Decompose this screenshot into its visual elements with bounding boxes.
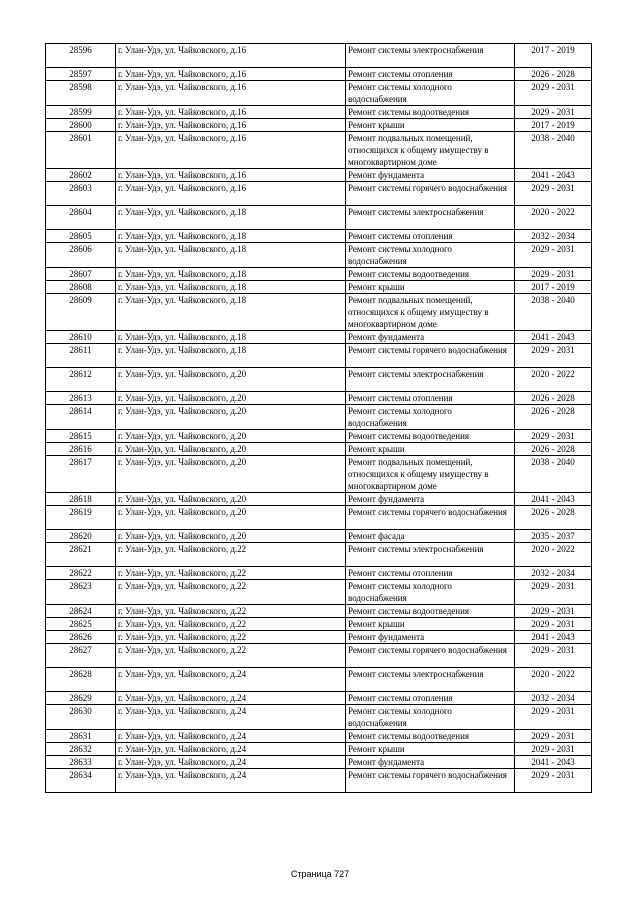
table-row (46, 692, 592, 705)
cell-number: 28600 (46, 119, 116, 132)
table-row (46, 268, 592, 281)
cell-number: 28619 (46, 506, 116, 530)
table-row (46, 119, 592, 132)
cell-address: г. Улан-Удэ, ул. Чайковского, д.24 (116, 743, 346, 756)
cell-address: г. Улан-Удэ, ул. Чайковского, д.24 (116, 705, 346, 730)
cell-work-type: Ремонт фундамента (346, 331, 515, 344)
table-row (46, 281, 592, 294)
cell-number: 28601 (46, 132, 116, 169)
cell-years: 2026 - 2028 (515, 68, 592, 81)
cell-work-type: Ремонт системы холодного водоснабжения (346, 81, 515, 106)
cell-work-type: Ремонт подвальных помещений, относящихся к общему имуществу в многоквартирном доме (346, 132, 515, 169)
cell-years: 2029 - 2031 (515, 618, 592, 631)
cell-number: 28627 (46, 644, 116, 668)
table-row (46, 68, 592, 81)
cell-work-type: Ремонт системы отопления (346, 692, 515, 705)
cell-address: г. Улан-Удэ, ул. Чайковского, д.20 (116, 506, 346, 530)
cell-number: 28604 (46, 206, 116, 230)
cell-years: 2038 - 2040 (515, 294, 592, 331)
cell-address: г. Улан-Удэ, ул. Чайковского, д.20 (116, 392, 346, 405)
cell-years: 2041 - 2043 (515, 169, 592, 182)
cell-number: 28616 (46, 443, 116, 456)
cell-number: 28602 (46, 169, 116, 182)
cell-work-type: Ремонт системы водоотведения (346, 605, 515, 618)
cell-address: г. Улан-Удэ, ул. Чайковского, д.16 (116, 68, 346, 81)
cell-address: г. Улан-Удэ, ул. Чайковского, д.16 (116, 132, 346, 169)
cell-address: г. Улан-Удэ, ул. Чайковского, д.20 (116, 368, 346, 392)
cell-number: 28610 (46, 331, 116, 344)
cell-years: 2038 - 2040 (515, 456, 592, 493)
cell-number: 28621 (46, 543, 116, 567)
cell-work-type: Ремонт системы электроснабжения (346, 206, 515, 230)
repair-schedule-table (45, 43, 592, 793)
cell-years: 2041 - 2043 (515, 756, 592, 769)
cell-number: 28599 (46, 106, 116, 119)
cell-work-type: Ремонт фундамента (346, 631, 515, 644)
cell-number: 28629 (46, 692, 116, 705)
table-row (46, 618, 592, 631)
table-row (46, 580, 592, 605)
cell-work-type: Ремонт системы холодного водоснабжения (346, 580, 515, 605)
cell-years: 2029 - 2031 (515, 243, 592, 268)
cell-address: г. Улан-Удэ, ул. Чайковского, д.18 (116, 331, 346, 344)
table-row (46, 730, 592, 743)
cell-years: 2017 - 2019 (515, 44, 592, 68)
table-row (46, 44, 592, 68)
cell-years: 2029 - 2031 (515, 605, 592, 618)
cell-number: 28626 (46, 631, 116, 644)
cell-number: 28622 (46, 567, 116, 580)
cell-years: 2035 - 2037 (515, 530, 592, 543)
page-number: Страница 727 (290, 869, 350, 879)
cell-work-type: Ремонт крыши (346, 443, 515, 456)
cell-work-type: Ремонт системы электроснабжения (346, 44, 515, 68)
cell-years: 2017 - 2019 (515, 119, 592, 132)
cell-number: 28631 (46, 730, 116, 743)
cell-number: 28623 (46, 580, 116, 605)
cell-address: г. Улан-Удэ, ул. Чайковского, д.22 (116, 567, 346, 580)
table-body (46, 44, 592, 793)
cell-address: г. Улан-Удэ, ул. Чайковского, д.16 (116, 81, 346, 106)
cell-years: 2041 - 2043 (515, 331, 592, 344)
cell-number: 28598 (46, 81, 116, 106)
cell-work-type: Ремонт фундамента (346, 169, 515, 182)
table-row (46, 169, 592, 182)
cell-work-type: Ремонт системы холодного водоснабжения (346, 405, 515, 430)
cell-address: г. Улан-Удэ, ул. Чайковского, д.24 (116, 730, 346, 743)
table-row (46, 530, 592, 543)
cell-work-type: Ремонт подвальных помещений, относящихся к общему имуществу в многоквартирном доме (346, 456, 515, 493)
cell-work-type: Ремонт системы холодного водоснабжения (346, 243, 515, 268)
cell-number: 28597 (46, 68, 116, 81)
cell-work-type: Ремонт крыши (346, 281, 515, 294)
cell-work-type: Ремонт системы горячего водоснабжения (346, 644, 515, 668)
cell-years: 2032 - 2034 (515, 230, 592, 243)
cell-work-type: Ремонт системы горячего водоснабжения (346, 769, 515, 793)
cell-work-type: Ремонт системы отопления (346, 392, 515, 405)
cell-years: 2029 - 2031 (515, 182, 592, 206)
cell-work-type: Ремонт крыши (346, 743, 515, 756)
cell-number: 28624 (46, 605, 116, 618)
cell-number: 28628 (46, 668, 116, 692)
cell-number: 28606 (46, 243, 116, 268)
cell-work-type: Ремонт системы электроснабжения (346, 668, 515, 692)
cell-address: г. Улан-Удэ, ул. Чайковского, д.22 (116, 580, 346, 605)
cell-work-type: Ремонт системы электроснабжения (346, 368, 515, 392)
cell-work-type: Ремонт системы водоотведения (346, 268, 515, 281)
cell-number: 28614 (46, 405, 116, 430)
cell-years: 2020 - 2022 (515, 206, 592, 230)
cell-address: г. Улан-Удэ, ул. Чайковского, д.18 (116, 230, 346, 243)
cell-work-type: Ремонт системы горячего водоснабжения (346, 344, 515, 368)
table-row (46, 567, 592, 580)
cell-address: г. Улан-Удэ, ул. Чайковского, д.16 (116, 119, 346, 132)
cell-address: г. Улан-Удэ, ул. Чайковского, д.20 (116, 530, 346, 543)
table-row (46, 405, 592, 430)
cell-address: г. Улан-Удэ, ул. Чайковского, д.16 (116, 182, 346, 206)
table-row (46, 743, 592, 756)
cell-number: 28607 (46, 268, 116, 281)
cell-years: 2029 - 2031 (515, 106, 592, 119)
cell-years: 2029 - 2031 (515, 644, 592, 668)
cell-work-type: Ремонт системы электроснабжения (346, 543, 515, 567)
cell-address: г. Улан-Удэ, ул. Чайковского, д.22 (116, 618, 346, 631)
cell-work-type: Ремонт системы водоотведения (346, 430, 515, 443)
cell-number: 28612 (46, 368, 116, 392)
cell-work-type: Ремонт фасада (346, 530, 515, 543)
cell-number: 28633 (46, 756, 116, 769)
cell-address: г. Улан-Удэ, ул. Чайковского, д.22 (116, 543, 346, 567)
cell-years: 2029 - 2031 (515, 81, 592, 106)
cell-work-type: Ремонт системы отопления (346, 567, 515, 580)
cell-address: г. Улан-Удэ, ул. Чайковского, д.20 (116, 430, 346, 443)
cell-address: г. Улан-Удэ, ул. Чайковского, д.22 (116, 644, 346, 668)
cell-address: г. Улан-Удэ, ул. Чайковского, д.20 (116, 456, 346, 493)
cell-work-type: Ремонт системы горячего водоснабжения (346, 182, 515, 206)
table-row (46, 705, 592, 730)
cell-number: 28630 (46, 705, 116, 730)
cell-number: 28608 (46, 281, 116, 294)
cell-number: 28615 (46, 430, 116, 443)
cell-years: 2029 - 2031 (515, 430, 592, 443)
cell-address: г. Улан-Удэ, ул. Чайковского, д.20 (116, 493, 346, 506)
table-row (46, 206, 592, 230)
cell-years: 2017 - 2019 (515, 281, 592, 294)
cell-address: г. Улан-Удэ, ул. Чайковского, д.16 (116, 44, 346, 68)
table-row (46, 392, 592, 405)
table-row (46, 456, 592, 493)
table-row (46, 344, 592, 368)
cell-years: 2029 - 2031 (515, 268, 592, 281)
cell-address: г. Улан-Удэ, ул. Чайковского, д.20 (116, 443, 346, 456)
table-row (46, 182, 592, 206)
cell-work-type: Ремонт системы отопления (346, 68, 515, 81)
cell-years: 2020 - 2022 (515, 668, 592, 692)
cell-work-type: Ремонт системы горячего водоснабжения (346, 506, 515, 530)
cell-number: 28632 (46, 743, 116, 756)
cell-years: 2029 - 2031 (515, 743, 592, 756)
cell-number: 28620 (46, 530, 116, 543)
cell-address: г. Улан-Удэ, ул. Чайковского, д.16 (116, 106, 346, 119)
cell-number: 28603 (46, 182, 116, 206)
cell-work-type: Ремонт крыши (346, 119, 515, 132)
cell-work-type: Ремонт фундамента (346, 493, 515, 506)
cell-years: 2020 - 2022 (515, 543, 592, 567)
cell-address: г. Улан-Удэ, ул. Чайковского, д.18 (116, 243, 346, 268)
table-row (46, 631, 592, 644)
cell-address: г. Улан-Удэ, ул. Чайковского, д.18 (116, 281, 346, 294)
cell-number: 28611 (46, 344, 116, 368)
table-row (46, 443, 592, 456)
cell-address: г. Улан-Удэ, ул. Чайковского, д.18 (116, 206, 346, 230)
cell-years: 2029 - 2031 (515, 705, 592, 730)
cell-number: 28617 (46, 456, 116, 493)
table-row (46, 81, 592, 106)
table-row (46, 230, 592, 243)
cell-work-type: Ремонт фундамента (346, 756, 515, 769)
cell-address: г. Улан-Удэ, ул. Чайковского, д.18 (116, 294, 346, 331)
cell-number: 28596 (46, 44, 116, 68)
cell-address: г. Улан-Удэ, ул. Чайковского, д.20 (116, 405, 346, 430)
cell-work-type: Ремонт системы водоотведения (346, 730, 515, 743)
table-row (46, 132, 592, 169)
cell-years: 2020 - 2022 (515, 368, 592, 392)
table-row (46, 368, 592, 392)
cell-address: г. Улан-Удэ, ул. Чайковского, д.22 (116, 631, 346, 644)
table-row (46, 294, 592, 331)
cell-number: 28625 (46, 618, 116, 631)
cell-address: г. Улан-Удэ, ул. Чайковского, д.24 (116, 692, 346, 705)
cell-number: 28613 (46, 392, 116, 405)
cell-years: 2038 - 2040 (515, 132, 592, 169)
table-row (46, 331, 592, 344)
cell-years: 2026 - 2028 (515, 392, 592, 405)
cell-years: 2029 - 2031 (515, 344, 592, 368)
table-row (46, 243, 592, 268)
cell-number: 28634 (46, 769, 116, 793)
table-row (46, 493, 592, 506)
cell-years: 2029 - 2031 (515, 730, 592, 743)
table-row (46, 769, 592, 793)
cell-number: 28618 (46, 493, 116, 506)
cell-address: г. Улан-Удэ, ул. Чайковского, д.22 (116, 605, 346, 618)
cell-address: г. Улан-Удэ, ул. Чайковского, д.24 (116, 769, 346, 793)
table-row (46, 605, 592, 618)
cell-years: 2032 - 2034 (515, 692, 592, 705)
cell-years: 2026 - 2028 (515, 506, 592, 530)
cell-address: г. Улан-Удэ, ул. Чайковского, д.24 (116, 756, 346, 769)
cell-work-type: Ремонт системы холодного водоснабжения (346, 705, 515, 730)
table-row (46, 668, 592, 692)
table-row (46, 506, 592, 530)
cell-years: 2026 - 2028 (515, 443, 592, 456)
cell-years: 2041 - 2043 (515, 631, 592, 644)
cell-years: 2026 - 2028 (515, 405, 592, 430)
table-row (46, 430, 592, 443)
cell-years: 2041 - 2043 (515, 493, 592, 506)
cell-number: 28609 (46, 294, 116, 331)
table-row (46, 756, 592, 769)
table-row (46, 106, 592, 119)
cell-address: г. Улан-Удэ, ул. Чайковского, д.18 (116, 268, 346, 281)
table-row (46, 644, 592, 668)
cell-work-type: Ремонт подвальных помещений, относящихся к общему имуществу в многоквартирном доме (346, 294, 515, 331)
cell-number: 28605 (46, 230, 116, 243)
cell-work-type: Ремонт крыши (346, 618, 515, 631)
cell-address: г. Улан-Удэ, ул. Чайковского, д.16 (116, 169, 346, 182)
cell-years: 2029 - 2031 (515, 769, 592, 793)
cell-address: г. Улан-Удэ, ул. Чайковского, д.18 (116, 344, 346, 368)
cell-address: г. Улан-Удэ, ул. Чайковского, д.24 (116, 668, 346, 692)
cell-work-type: Ремонт системы водоотведения (346, 106, 515, 119)
cell-work-type: Ремонт системы отопления (346, 230, 515, 243)
cell-years: 2032 - 2034 (515, 567, 592, 580)
cell-years: 2029 - 2031 (515, 580, 592, 605)
table-row (46, 543, 592, 567)
